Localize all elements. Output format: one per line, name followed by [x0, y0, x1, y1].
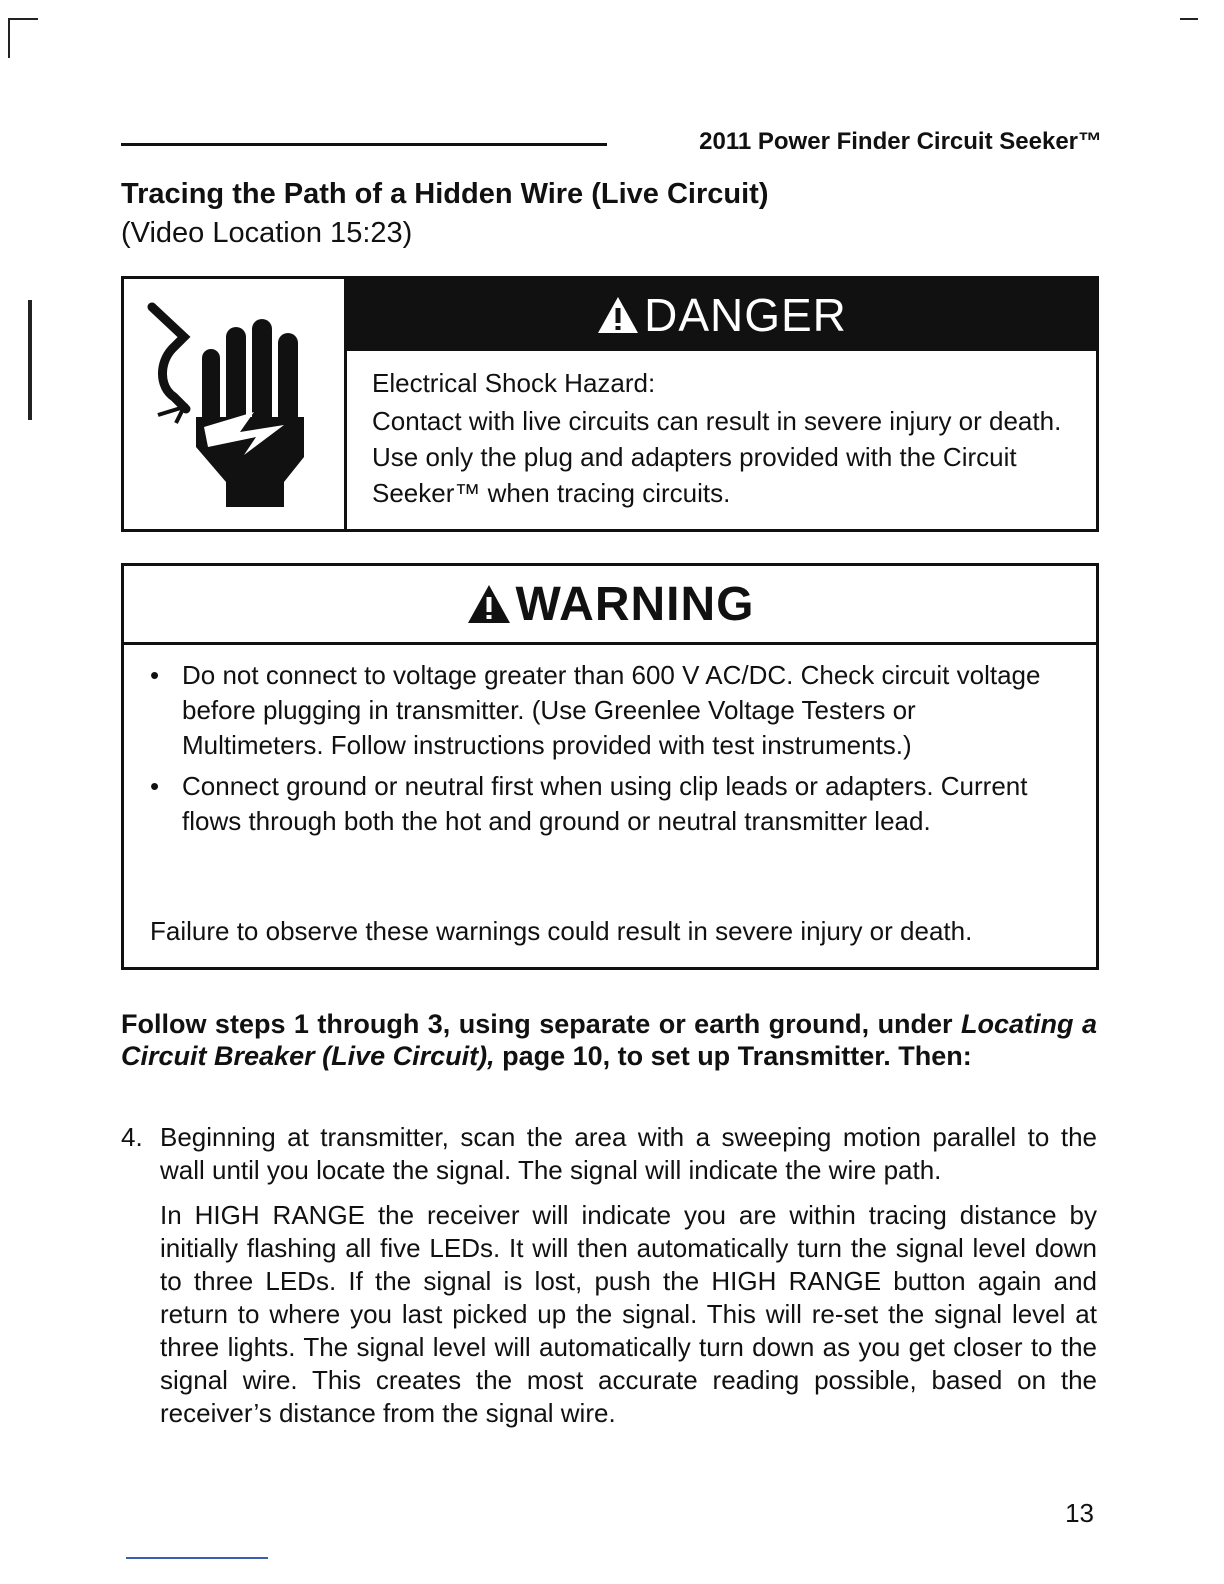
alert-triangle-icon — [466, 583, 512, 625]
danger-banner — [347, 279, 1096, 351]
step-item — [121, 1121, 1097, 1442]
warning-item-text: Connect ground or neutral first when using clip leads or adapters. Current flows through both the hot and ground or neutral transmitter lead. — [182, 771, 1028, 836]
step-detail: In HIGH RANGE the receiver will indicate you are within tracing distance by initially flashing all five LEDs. It will then automatically turn the signal level down to three LEDs. If the signal is lost, push the HIGH RANGE button again and return to where you last picked up the signal. This will re-set the signal level at three lights. The signal level will automatically turn down as you get closer to the signal wire. This creates the most accurate reading possible, based on the receiver’s distance from the signal wire. — [160, 1200, 1097, 1428]
scan-edge-mark — [8, 18, 10, 58]
step-number: 4. — [121, 1122, 143, 1152]
section-heading: Tracing the Path of a Hidden Wire (Live Circuit) — [121, 178, 769, 210]
warning-item — [150, 658, 1060, 763]
scan-edge-mark — [8, 18, 38, 20]
danger-notice — [121, 276, 1099, 532]
warning-item — [150, 769, 1060, 839]
warning-notice — [121, 563, 1099, 970]
step-text: Beginning at transmitter, scan the area with a sweeping motion parallel to the wall until you locate the signal. The signal will indicate the wire path. — [160, 1122, 1097, 1185]
scan-edge-mark — [28, 300, 32, 420]
bullet-icon: • — [150, 771, 160, 801]
warning-list — [150, 658, 1060, 845]
danger-title: Electrical Shock Hazard: — [372, 368, 656, 398]
bottom-rule — [126, 1557, 268, 1559]
page-number: 13 — [1065, 1498, 1094, 1528]
instruction-lead: Follow steps 1 through 3, using separate or earth ground, under — [121, 1009, 953, 1039]
danger-label: DANGER — [644, 289, 847, 341]
warning-header — [124, 566, 1096, 645]
instruction-tail: page 10, to set up Transmitter. Then: — [494, 1041, 972, 1071]
danger-body — [372, 365, 1072, 511]
setup-instruction — [121, 1008, 1097, 1072]
header-rule — [121, 143, 607, 146]
instruction-reference: Locating a Circuit Breaker (Live Circuit), — [121, 1009, 1097, 1071]
video-location: (Video Location 15:23) — [121, 217, 413, 249]
warning-label: WARNING — [515, 577, 755, 631]
running-header-title: 2011 Power Finder Circuit Seeker™ — [699, 128, 1102, 155]
danger-text: Contact with live circuits can result in severe injury or death. Use only the plug and adapters provided with the Circuit Seeker™ when tracing circuits. — [372, 406, 1062, 508]
warning-footer: Failure to observe these warnings could result in severe injury or death. — [150, 916, 973, 946]
electric-shock-hand-icon — [144, 297, 314, 512]
bullet-icon: • — [150, 660, 160, 690]
danger-icon-cell — [124, 279, 347, 529]
scan-edge-mark — [1180, 18, 1198, 20]
warning-item-text: Do not connect to voltage greater than 600 V AC/DC. Check circuit voltage before plugging in transmitter. (Use Greenlee Voltage Testers or Multimeters. Follow instructions provided with test instruments.) — [182, 660, 1041, 760]
alert-triangle-icon — [596, 295, 640, 335]
